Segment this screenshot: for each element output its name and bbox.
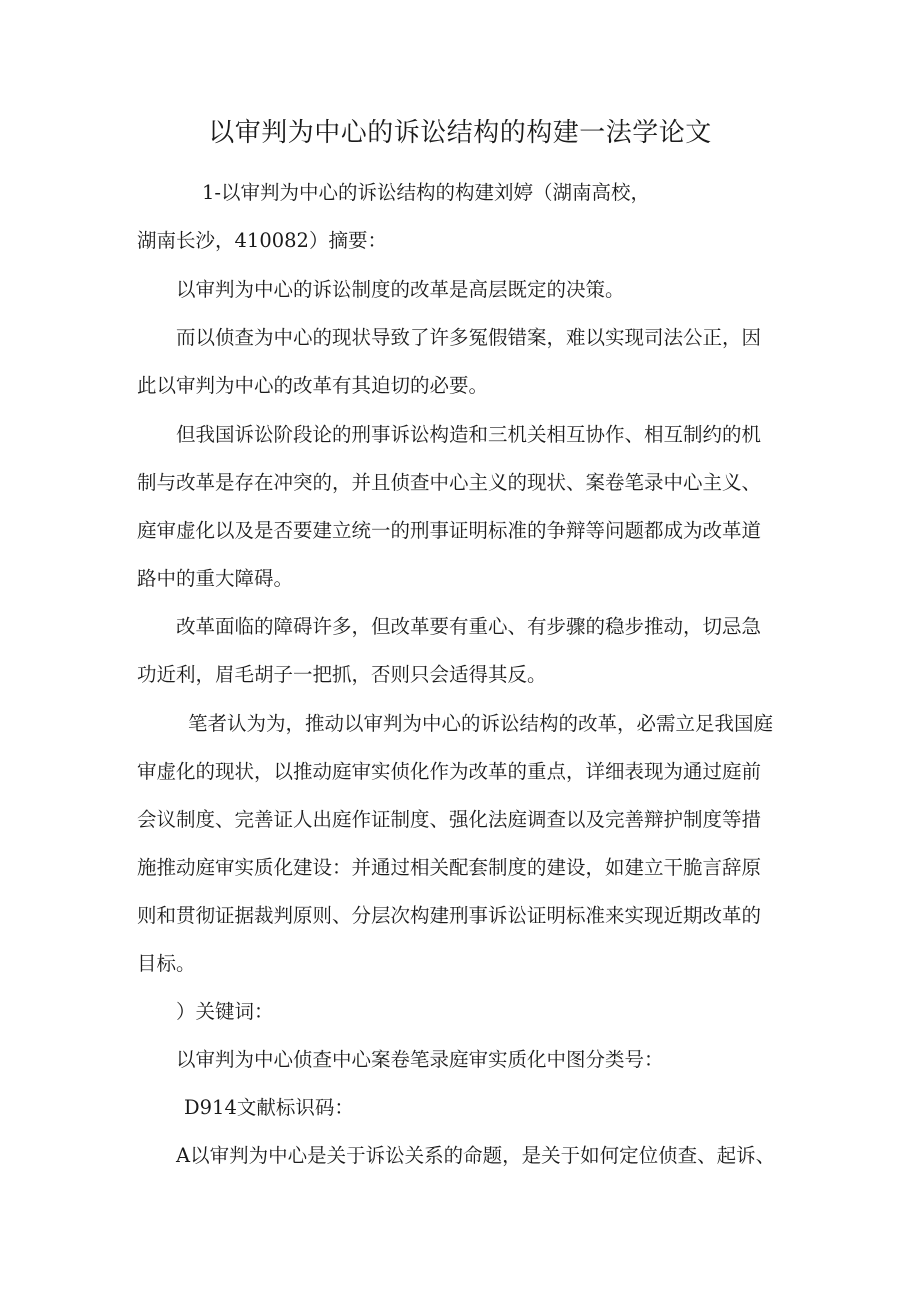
paragraph-line: 施推动庭审实质化建设：并通过相关配套制度的建设，如建立干脆言辞原 bbox=[137, 856, 762, 879]
paragraph-line: 而以侦查为中心的现状导致了许多冤假错案，难以实现司法公正，因 bbox=[176, 326, 762, 349]
keywords-label: ）关键词： bbox=[176, 1000, 274, 1023]
paragraph-line: 以审判为中心的诉讼制度的改革是高层既定的决策。 bbox=[176, 278, 625, 301]
paragraph-line: 目标。 bbox=[137, 952, 196, 975]
paragraph-line: 路中的重大障碍。 bbox=[137, 567, 294, 590]
paragraph-line: 制与改革是存在冲突的，并且侦查中心主义的现状、案卷笔录中心主义、 bbox=[137, 471, 762, 494]
paragraph-line: 笔者认为为，推动以审判为中心的诉讼结构的改革，必需立足我国庭 bbox=[188, 712, 774, 735]
paragraph-line: 功近利，眉毛胡子一把抓，否则只会适得其反。 bbox=[137, 663, 547, 686]
paragraph-line: 但我国诉讼阶段论的刑事诉讼构造和三机关相互协作、相互制约的机 bbox=[176, 423, 762, 446]
paragraph-line: 改革面临的障碍许多，但改革要有重心、有步骤的稳步推动，切忌急 bbox=[176, 615, 762, 638]
paragraph-line: 则和贯彻证据裁判原则、分层次构建刑事诉讼证明标准来实现近期改革的 bbox=[137, 904, 762, 927]
paragraph-line: 湖南长沙，410082）摘要： bbox=[137, 229, 387, 252]
classification-line: D914文献标识码： bbox=[184, 1096, 354, 1119]
document-title: 以审判为中心的诉讼结构的构建一法学论文 bbox=[208, 118, 712, 148]
paragraph-line: A以审判为中心是关于诉讼关系的命题，是关于如何定位侦查、起诉、 bbox=[176, 1144, 776, 1167]
paragraph-line: 庭审虚化以及是否要建立统一的刑事证明标准的争辩等问题都成为改革道 bbox=[137, 519, 762, 542]
paragraph-line: 1-以审判为中心的诉讼结构的构建刘婷（湖南高校， bbox=[202, 181, 650, 204]
keywords-line: 以审判为中心侦查中心案卷笔录庭审实质化中图分类号： bbox=[176, 1048, 664, 1071]
paragraph-line: 会议制度、完善证人出庭作证制度、强化法庭调查以及完善辩护制度等措 bbox=[137, 808, 762, 831]
paragraph-line: 此以审判为中心的改革有其迫切的必要。 bbox=[137, 374, 489, 397]
paragraph-line: 审虚化的现状，以推动庭审实侦化作为改革的重点，详细表现为通过庭前 bbox=[137, 760, 762, 783]
